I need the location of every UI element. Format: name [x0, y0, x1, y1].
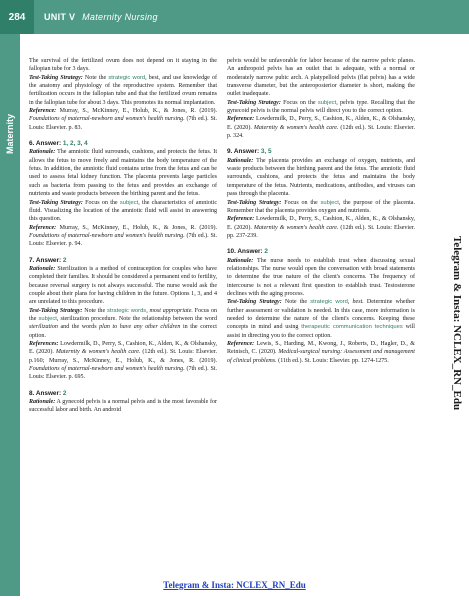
reference-paragraph: References: Lowdermilk, D., Perry, S., Cashion, K., Alden, K., & Olshansky, E. (2020). Maternity & women's health care. (12th ed.). St. Louis: Elsevier. p.160; Murray, S., McKinney, E., Holub, K., & Jones, R. (2019). Foundations of maternal-newborn and women's health nursing. (7th ed.). St. Louis: Elsevier. p. 695.: [29, 341, 217, 381]
side-tab-label: Maternity: [5, 114, 15, 155]
reference-paragraph: Reference: Murray, S., McKinney, E., Holub, K., & Jones, R. (2019). Foundations of maternal-newborn and women's health nursing. (7th ed.). St. Louis: Elsevier. p. 94.: [29, 224, 217, 248]
rationale-paragraph: Rationale: Sterilization is a method of contraception for couples who have completed their families. It should be considered a permanent end to fertility, because reversal surgery is not always successful. The nurse would ask the couple about their plans for having children in the future. Options 1, 3, and 4 are unrelated to this procedure.: [29, 265, 217, 306]
left-column: [29, 57, 217, 415]
reference-paragraph: Reference: Murray, S., McKinney, E., Holub, K., & Jones, R. (2019). Foundations of maternal-newborn and women's health nursing. (7th ed.). St. Louis: Elsevier. p. 83.: [29, 108, 217, 131]
reference-paragraph: Reference: Lewis, S., Harding, M., Kwong, J., Roberts, D., Hagler, D., & Reinisch, C. (2020). Medical-surgical nursing: Assessment and management of clinical problems. (11th ed.). St. Louis: Elsevier. pp. 1274-1275.: [227, 341, 415, 364]
bottom-watermark-link[interactable]: Telegram & Insta: NCLEX_RN_Edu: [163, 580, 306, 590]
rationale-paragraph: Rationale: The amniotic fluid surrounds, cushions, and protects the fetus. It allows the fetus to move freely and maintains the body temperature of the fetus. In addition, the amniotic fluid contains urine from the fetus and can be used to assess fetal kidney function. The placenta prevents large particles such as bacteria from passing to the fetus and provides an exchange of nutrients and waste products between the birthing parent and the fetus.: [29, 149, 217, 198]
strategy-paragraph: Test-Taking Strategy: Focus on the subject, the characteristics of amniotic fluid. Visualizing the location of the amniotic fluid will assist in answering this question.: [29, 199, 217, 223]
rationale-paragraph: Rationale: A gynecoid pelvis is a normal pelvis and is the most favorable for successful labor and birth. An android: [29, 399, 217, 414]
page-header: [0, 0, 469, 34]
unit-title: Maternity Nursing: [82, 12, 158, 22]
strategy-paragraph: Test-Taking Strategy: Focus on the subject, the purpose of the placenta. Remember that the placenta provides oxygen and nutrients.: [227, 199, 416, 214]
strategy-paragraph: Test-Taking Strategy: Focus on the subject, pelvis type. Recalling that the gynecoid pelvis is the normal pelvis will direct you to the correct option.: [227, 99, 415, 115]
answer-heading-6: 6. Answer: 1, 2, 3, 4: [29, 140, 88, 148]
unit-label: UNIT V: [44, 12, 76, 22]
paragraph: pelvis would be unfavorable for labor because of the narrow pelvic planes. An anthropoid pelvis has an outlet that is adequate, with a normal or moderately narrow pubic arch. A platypelloid pelvis (flat pelvis) has a wide transverse diameter, but the anteroposterior diameter is short, making the outlet inadequate.: [227, 58, 415, 98]
strategy-paragraph: Test-Taking Strategy: Note the strategic words, most appropriate. Focus on the subject, sterilization procedure. Note the relationship between the word sterilization and the words plan to have any other children in the correct option.: [29, 307, 217, 339]
rationale-paragraph: Rationale: The nurse needs to establish trust when discussing sexual relationships. The nurse would open the conversation with broad statements to determine the true nature of the client's concerns. The frequency of intercourse is not a relevant first question to establish trust. Testosterone declines with the aging process.: [227, 257, 415, 297]
reference-paragraph: Reference: Lowdermilk, D., Perry, S., Cashion, K., Alden, K., & Olshansky, E. (2020). Maternity & women's health care. (12th ed.). St. Louis: Elsevier. p. 324.: [227, 116, 415, 140]
side-tab: [0, 34, 20, 596]
reference-paragraph: Reference: Lowdermilk, D., Perry, S., Cashion, K., Alden, K., & Olshansky, E. (2020). Maternity & women's health care. (12th ed.). St. Louis: Elsevier. pp. 237-239.: [227, 216, 415, 239]
answer-heading-8: 8. Answer: 2: [29, 389, 67, 397]
answer-heading-10: 10. Answer: 2: [227, 248, 268, 256]
strategy-paragraph: Test-Taking Strategy: Note the strategic word, best, and use knowledge of the anatomy and physiology of the reproductive system. Remember that fertilization occurs in the fallopian tube and that the fertilized ovum remains in the fallopian tube for about 3 days. This promotes its normal implantation.: [29, 74, 218, 106]
answer-heading-7: 7. Answer: 2: [29, 256, 67, 264]
page-number: 284: [0, 0, 34, 34]
rationale-paragraph: Rationale: The placenta provides an exchange of oxygen, nutrients, and waste products between the birthing parent and the fetus. The amniotic fluid surrounds, cushions, and protects the fetus and maintains the body temperature of the fetus. Nutrients, medications, antibodies, and viruses can pass through the placenta.: [227, 157, 415, 198]
right-column: [227, 57, 415, 365]
paragraph: The survival of the fertilized ovum does not depend on it staying in the fallopian tube for 3 days.: [29, 58, 217, 73]
strategy-paragraph: Test-Taking Strategy: Note the strategic word, best. Determine whether further assessment or validation is needed. In this case, more information is needed to determine the nature of the client's concerns. Keeping these concepts in mind and using therapeutic communication techniques will assist in directing you to the correct option.: [227, 299, 415, 339]
side-watermark: Telegram & Insta: NCLEX_RN_Edu: [451, 236, 463, 411]
answer-heading-9: 9. Answer: 3, 5: [227, 148, 272, 156]
unit-heading: [44, 12, 158, 22]
